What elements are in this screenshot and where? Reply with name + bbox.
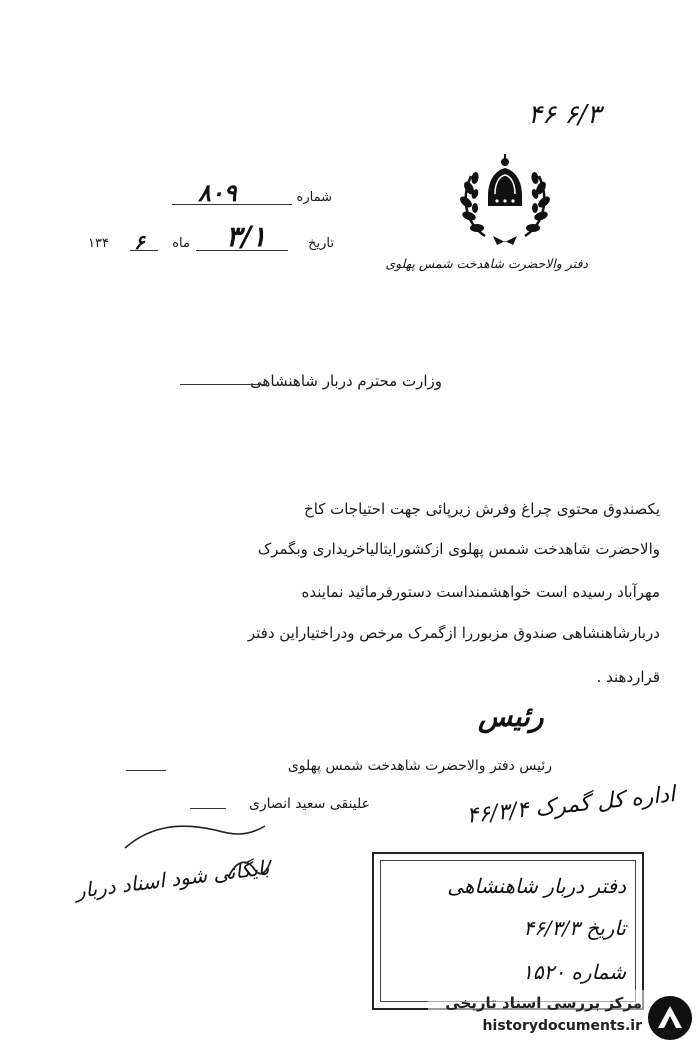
office-caption: دفتر والاحضرت شاهدخت شمس پهلوی bbox=[385, 256, 588, 271]
signature-title-dash bbox=[126, 770, 166, 771]
watermark bbox=[428, 990, 700, 1047]
signature-scrawl-icon bbox=[120, 816, 270, 856]
recipient-line: وزارت محترم دربار شاهنشاهی bbox=[250, 372, 442, 390]
top-reference: ۴۶ ۶/۳ bbox=[528, 100, 601, 130]
body-line-3: مهرآباد رسیده است خواهشمنداست دستورفرمائید نماینده bbox=[301, 583, 660, 601]
number-value: ۸۰۹ bbox=[198, 178, 237, 207]
stamp-line-1: دفتر دربار شاهنشاهی bbox=[447, 874, 626, 898]
date-day: ۳/۱ bbox=[226, 220, 267, 253]
stamp-line-2: تاریخ ۴۶/۳/۳ bbox=[523, 916, 626, 940]
body-line-4: دربارشاهنشاهی صندوق مزبوررا ازگمرک مرخص ودراختیاراین دفتر bbox=[247, 624, 660, 642]
body-line-2: والاحضرت شاهدخت شمس پهلوی ازکشورایتالیاخریداری وبگمرک bbox=[257, 540, 660, 558]
signature-name-dash bbox=[190, 808, 226, 809]
watermark-title: مرکز بررسی اسناد تاریخی bbox=[445, 994, 642, 1012]
date-label: تاریخ bbox=[308, 236, 334, 251]
watermark-url: historydocuments.ir bbox=[482, 1018, 642, 1034]
month-label: ماه bbox=[172, 236, 190, 251]
crown-emblem-icon bbox=[455, 148, 555, 248]
recipient-dash bbox=[180, 384, 266, 385]
registry-stamp bbox=[372, 852, 644, 1010]
body-line-5: قراردهند . bbox=[596, 668, 660, 686]
number-label: شماره bbox=[296, 190, 332, 205]
left-handwritten-annotation: بایگانی شود اسناد دربار bbox=[74, 855, 271, 903]
signature-title: رئیس دفتر والاحضرت شاهدخت شمس پهلوی bbox=[287, 758, 552, 774]
month-value: ۶ bbox=[134, 230, 145, 254]
year-value: ۱۳۴ bbox=[88, 236, 109, 251]
body-line-1: یکصندوق محتوی چراغ وفرش زیرپائی جهت احتیاجات کاخ bbox=[304, 500, 660, 518]
archive-logo-icon bbox=[646, 994, 694, 1042]
left-annotation-mark-icon bbox=[225, 852, 275, 886]
stamp-line-3: شماره ۱۵۲۰ bbox=[522, 960, 626, 984]
closing-handwritten-note: رئیس bbox=[478, 700, 544, 733]
signature-name: علینقی سعید انصاری bbox=[248, 796, 370, 812]
right-handwritten-annotation: اداره کل گمرک ۴۶/۳/۴ bbox=[465, 782, 677, 829]
